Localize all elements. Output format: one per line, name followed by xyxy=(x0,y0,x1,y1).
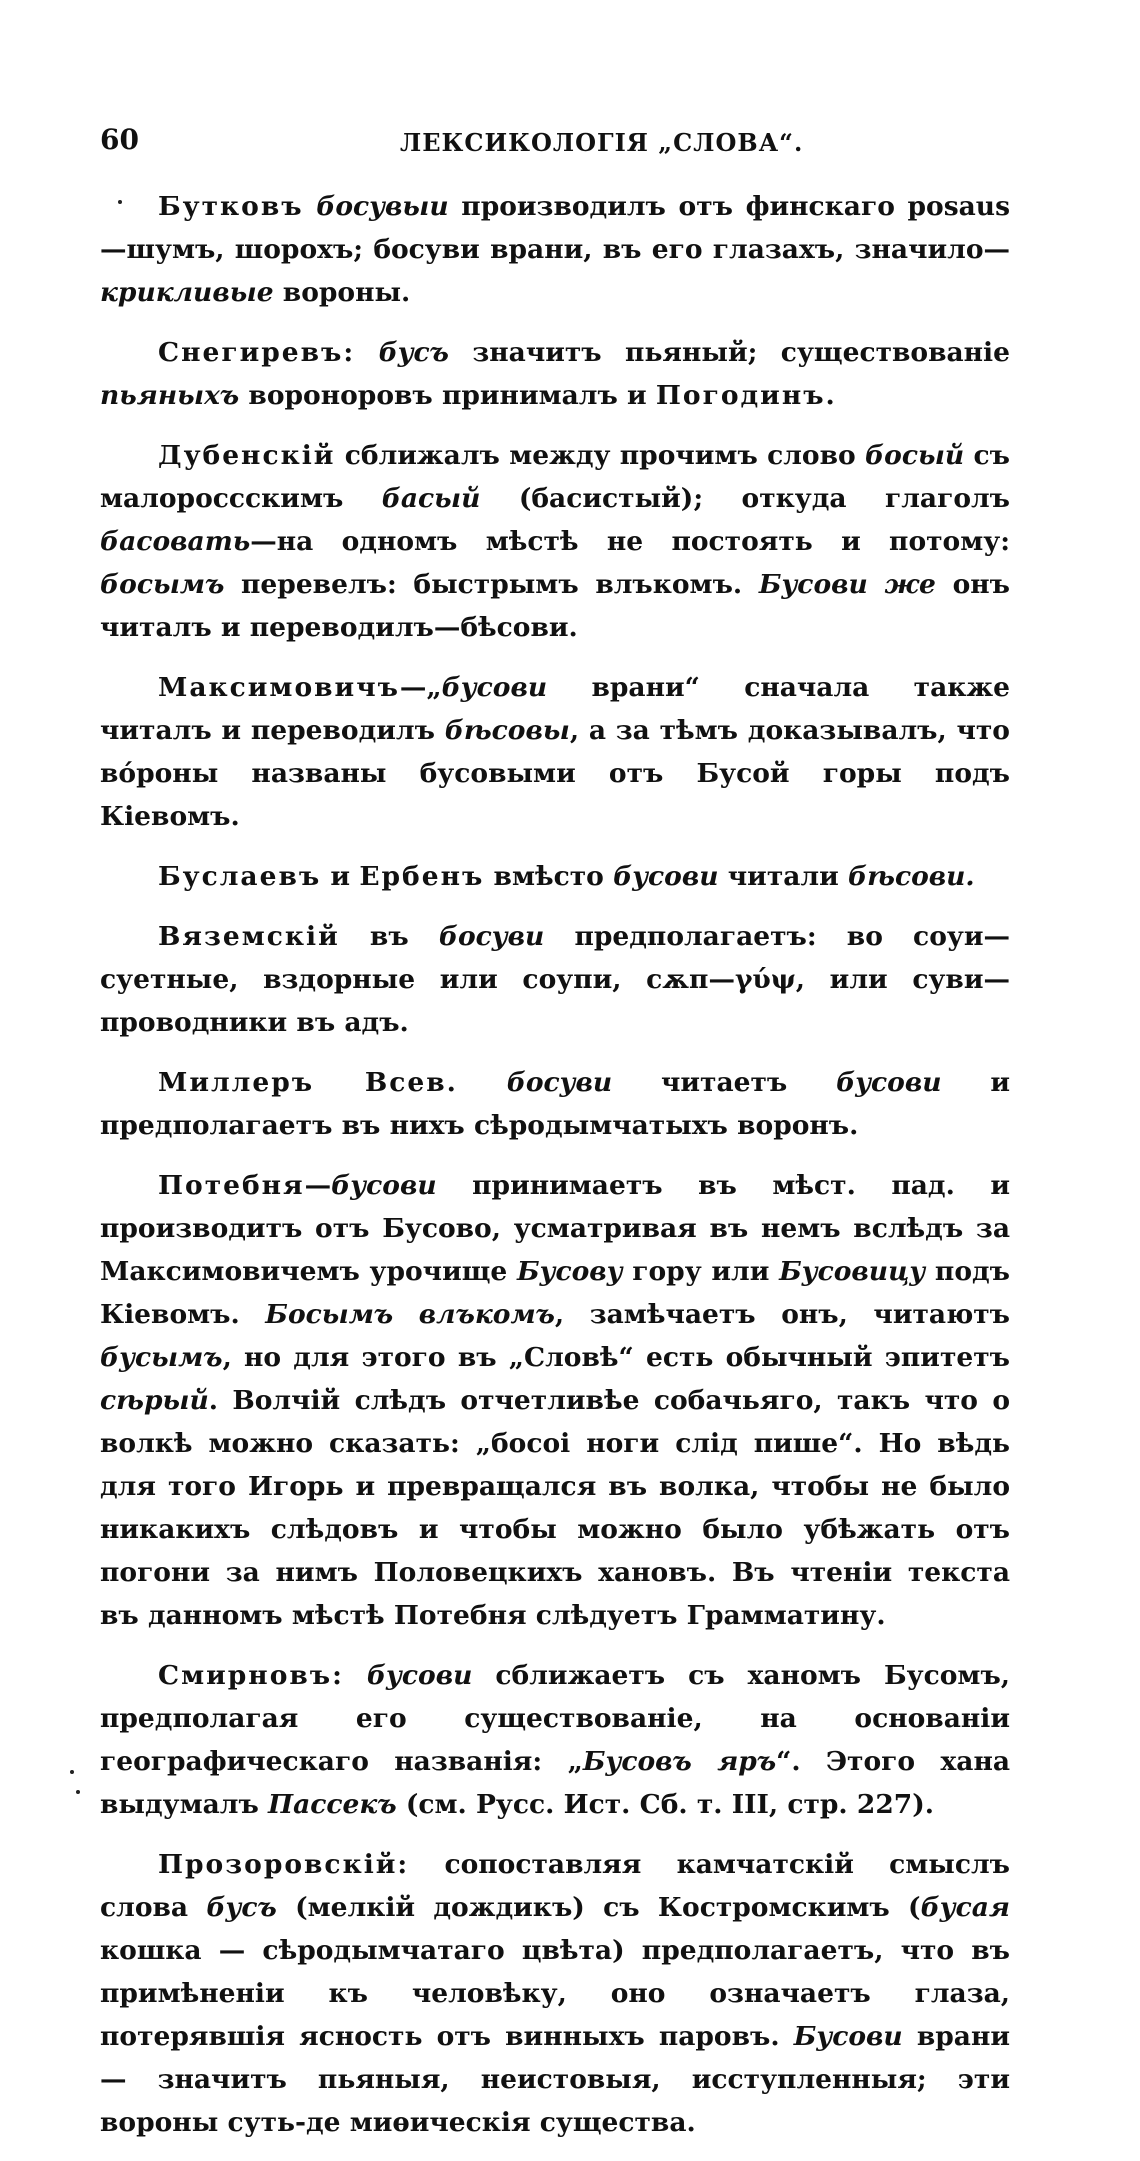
text-run: (мелкій дождикъ) съ Костромскимъ ( xyxy=(276,1892,921,1923)
author-name: Погодинъ. xyxy=(655,380,837,411)
text-run xyxy=(304,191,317,222)
paragraph xyxy=(100,855,1010,898)
italic-term: сѣрый xyxy=(100,1385,209,1416)
italic-term: Бусови же xyxy=(758,569,936,600)
italic-term: бусая xyxy=(920,1892,1010,1923)
text-run: . Волчій слѣдъ отчетливѣе собачьяго, такъ что о волкѣ можно сказать: „босоі ноги слід пише“. Но вѣдь для того Игорь и превращался въ волка, чтобы не было никакихъ слѣдовъ и чтобы можно было убѣжать отъ погони за нимъ Половецкихъ хановъ. Въ чтеніи текста въ данномъ мѣстѣ Потебня слѣдуетъ Грамматину. xyxy=(100,1385,1010,1631)
text-run: принимаетъ въ мѣст. пад. и производитъ отъ Бусово, усматривая въ немъ вслѣдъ за Максимовичемъ урочище xyxy=(100,1170,1010,1287)
italic-term: Босымъ влъкомъ xyxy=(265,1299,555,1330)
paragraph xyxy=(100,1843,1010,2144)
italic-term: босувыи xyxy=(316,191,449,222)
text-run: (см. Русс. Ист. Сб. т. III, стр. 227). xyxy=(396,1789,934,1820)
author-name: Снегиревъ: xyxy=(158,337,356,368)
author-name: Вяземскій xyxy=(158,921,340,952)
italic-term: босуви xyxy=(506,1067,613,1098)
text-run xyxy=(458,1067,507,1098)
italic-term: Бусовъ яръ xyxy=(582,1746,777,1777)
text-run: онъ читалъ и переводилъ—бѣсови. xyxy=(100,569,1010,643)
text-run: “. Этого хана выдумалъ xyxy=(100,1746,1011,1820)
body-text xyxy=(100,185,1010,2144)
author-name: Ербенъ xyxy=(359,861,485,892)
author-name: Прозоровскій: xyxy=(158,1849,410,1880)
text-run: предполагаетъ: во соуи—суетные, вздорные или соупи, сѫп—γύψ, или суви—проводники въ адъ. xyxy=(100,921,1010,1038)
paragraph xyxy=(100,185,1010,314)
paragraph xyxy=(100,915,1010,1044)
italic-term: бусъ xyxy=(206,1892,277,1923)
text-run: кошка — сѣродымчатаго цвѣта) предполагаетъ, что въ примѣненіи къ человѣку, оно означаетъ глаза, потерявшія ясность отъ винныхъ паровъ. xyxy=(100,1935,1010,2052)
author-name: Максимовичъ xyxy=(158,672,400,703)
text-run: перевелъ: быстрымъ влъкомъ. xyxy=(224,569,759,600)
text-run: врани“ сначала также читалъ и переводилъ xyxy=(100,672,1010,746)
italic-term: босый xyxy=(865,440,965,471)
text-run: и xyxy=(321,861,360,892)
text-run: — xyxy=(304,1170,332,1201)
text-run: сопоставляя камчатскій смыслъ слова xyxy=(100,1849,1010,1923)
italic-term: бусымъ xyxy=(100,1342,223,1373)
text-run: вороноровъ принималъ и xyxy=(239,380,656,411)
italic-term: бусови xyxy=(441,672,548,703)
italic-term: крикливые xyxy=(100,277,274,308)
italic-term: бѣсовы xyxy=(444,715,570,746)
text-run: гору или xyxy=(622,1256,780,1287)
running-title: ЛЕКСИКОЛОГІЯ „СЛОВА“. xyxy=(400,128,804,157)
print-speck xyxy=(118,200,122,204)
text-run: врани — значитъ пьяныя, неистовыя, исступленныя; эти вороны суть-де миѳическія существа. xyxy=(100,2021,1011,2138)
text-run: подъ Кіевомъ. xyxy=(100,1256,1010,1330)
author-name: Миллеръ Всев. xyxy=(158,1067,458,1098)
text-run: , но для этого въ „Словѣ“ есть обычный эпитетъ xyxy=(222,1342,1010,1373)
page-number: 60 xyxy=(100,123,139,156)
paragraph xyxy=(100,1654,1010,1826)
running-head xyxy=(100,115,1010,165)
text-run: вороны. xyxy=(273,277,411,308)
print-speck xyxy=(70,1770,74,1774)
text-run xyxy=(355,337,378,368)
text-run: (басистый); откуда глаголъ xyxy=(480,483,1011,514)
text-run: съ малороссскимъ xyxy=(100,440,1010,514)
italic-term: бусъ xyxy=(378,337,449,368)
text-run: производилъ отъ финскаго posaus—шумъ, шорохъ; босуви врани, въ его глазахъ, значило— xyxy=(100,191,1010,265)
text-run: читали xyxy=(718,861,848,892)
author-name: Бутковъ xyxy=(158,191,304,222)
text-run: сближаетъ съ ханомъ Бусомъ, предполагая его существованіе, на основаніи географическаго названія: „ xyxy=(100,1660,1011,1777)
text-run: , замѣчаетъ онъ, читаютъ xyxy=(554,1299,1010,1330)
author-name: Дубенскій xyxy=(158,440,336,471)
text-run: и предполагаетъ въ нихъ сѣродымчатыхъ воронъ. xyxy=(100,1067,1010,1141)
text-run: , а за тѣмъ доказывалъ, что вóроны названы бусовыми отъ Бусой горы подъ Кіевомъ. xyxy=(100,715,1010,832)
text-run: —на одномъ мѣстѣ не постоять и потому: xyxy=(250,526,1010,557)
book-page xyxy=(100,115,1010,2161)
author-name: Потебня xyxy=(158,1170,305,1201)
paragraph xyxy=(100,666,1010,838)
paragraph xyxy=(100,1061,1010,1147)
paragraph xyxy=(100,1164,1010,1637)
italic-term: басый xyxy=(381,483,481,514)
italic-term: бусови xyxy=(836,1067,942,1098)
italic-term: бѣсови. xyxy=(847,861,975,892)
paragraph xyxy=(100,331,1010,417)
author-name: Смирновъ: xyxy=(158,1660,344,1691)
text-run: читаетъ xyxy=(612,1067,837,1098)
text-run: значитъ пьяный; существованіе xyxy=(448,337,1010,368)
author-name: Буслаевъ xyxy=(158,861,322,892)
italic-term: Бусову xyxy=(516,1256,623,1287)
text-run xyxy=(344,1660,367,1691)
paragraph xyxy=(100,434,1010,649)
italic-term: бусови xyxy=(613,861,719,892)
text-run: въ xyxy=(339,921,439,952)
text-run: вмѣсто xyxy=(484,861,614,892)
italic-term: Пассекъ xyxy=(268,1789,397,1820)
text-run: сближалъ между прочимъ слово xyxy=(335,440,866,471)
italic-term: Бусови xyxy=(793,2021,903,2052)
italic-term: бусови xyxy=(366,1660,473,1691)
italic-term: босуви xyxy=(438,921,545,952)
text-run: —„ xyxy=(399,672,442,703)
italic-term: Бусовицу xyxy=(779,1256,926,1287)
italic-term: пьяныхъ xyxy=(100,380,240,411)
italic-term: бусови xyxy=(331,1170,437,1201)
print-speck xyxy=(76,1790,80,1794)
italic-term: босымъ xyxy=(100,569,225,600)
italic-term: басовать xyxy=(100,526,251,557)
